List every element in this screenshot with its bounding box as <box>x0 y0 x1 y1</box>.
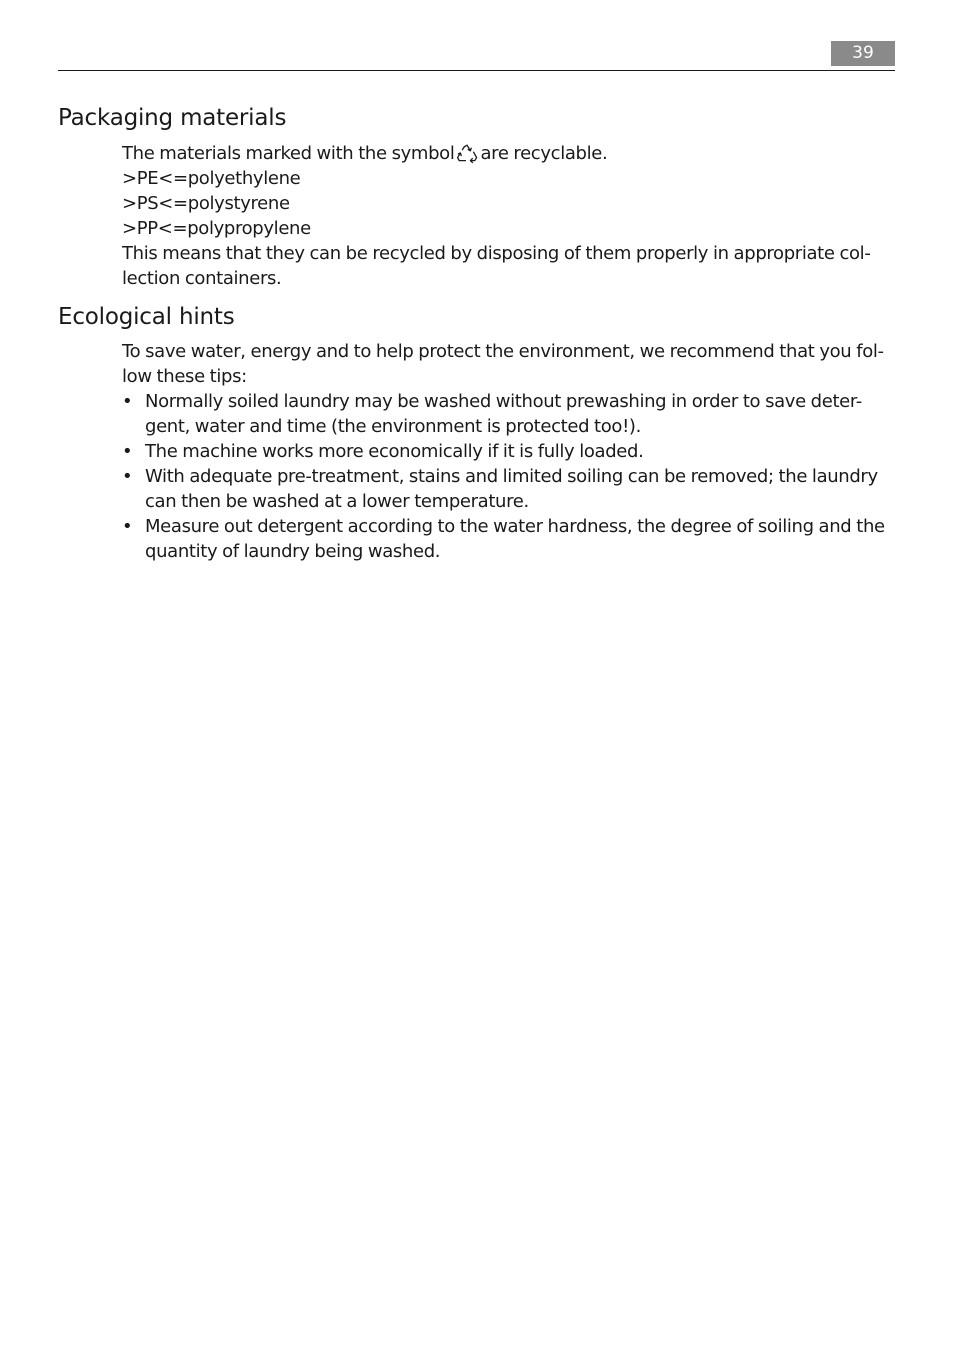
packaging-intro-tail: are recyclable. <box>480 143 608 164</box>
bullet-icon: • <box>122 391 133 412</box>
packaging-closing-line: lection containers. <box>122 268 282 289</box>
page-number: 39 <box>831 41 895 66</box>
tip-item <box>122 514 895 564</box>
material-item: >PP<=polypropylene <box>122 218 311 239</box>
bullet-icon: • <box>122 516 133 537</box>
ecological-intro-line: To save water, energy and to help protect the environment, we recommend that you fol- <box>122 341 884 362</box>
packaging-heading: Packaging materials <box>58 105 287 131</box>
material-item: >PS<=polystyrene <box>122 193 290 214</box>
packaging-intro-line <box>122 141 895 166</box>
tip-item <box>122 389 895 439</box>
tip-line: The machine works more economically if it is fully loaded. <box>145 441 644 462</box>
bullet-icon: • <box>122 441 133 462</box>
recycle-icon <box>454 141 480 166</box>
tip-line: quantity of laundry being washed. <box>145 541 441 562</box>
tips-list <box>122 389 895 564</box>
tip-line: can then be washed at a lower temperature. <box>145 491 529 512</box>
material-item: >PE<=polyethylene <box>122 168 301 189</box>
packaging-intro-text: The materials marked with the symbol <box>122 143 455 164</box>
ecological-intro-line: low these tips: <box>122 366 247 387</box>
tip-line: gent, water and time (the environment is protected too!). <box>145 416 641 437</box>
ecological-body <box>122 339 895 564</box>
packaging-closing-line: This means that they can be recycled by disposing of them properly in appropriate col- <box>122 243 871 264</box>
tip-line: Measure out detergent according to the water hardness, the degree of soiling and the <box>145 516 885 537</box>
tip-line: With adequate pre-treatment, stains and limited soiling can be removed; the laundry <box>145 466 878 487</box>
packaging-body <box>122 141 895 291</box>
ecological-heading: Ecological hints <box>58 304 235 330</box>
header-rule <box>58 70 895 71</box>
tip-item <box>122 464 895 514</box>
tip-item <box>122 439 895 464</box>
tip-line: Normally soiled laundry may be washed without prewashing in order to save deter- <box>145 391 862 412</box>
bullet-icon: • <box>122 466 133 487</box>
